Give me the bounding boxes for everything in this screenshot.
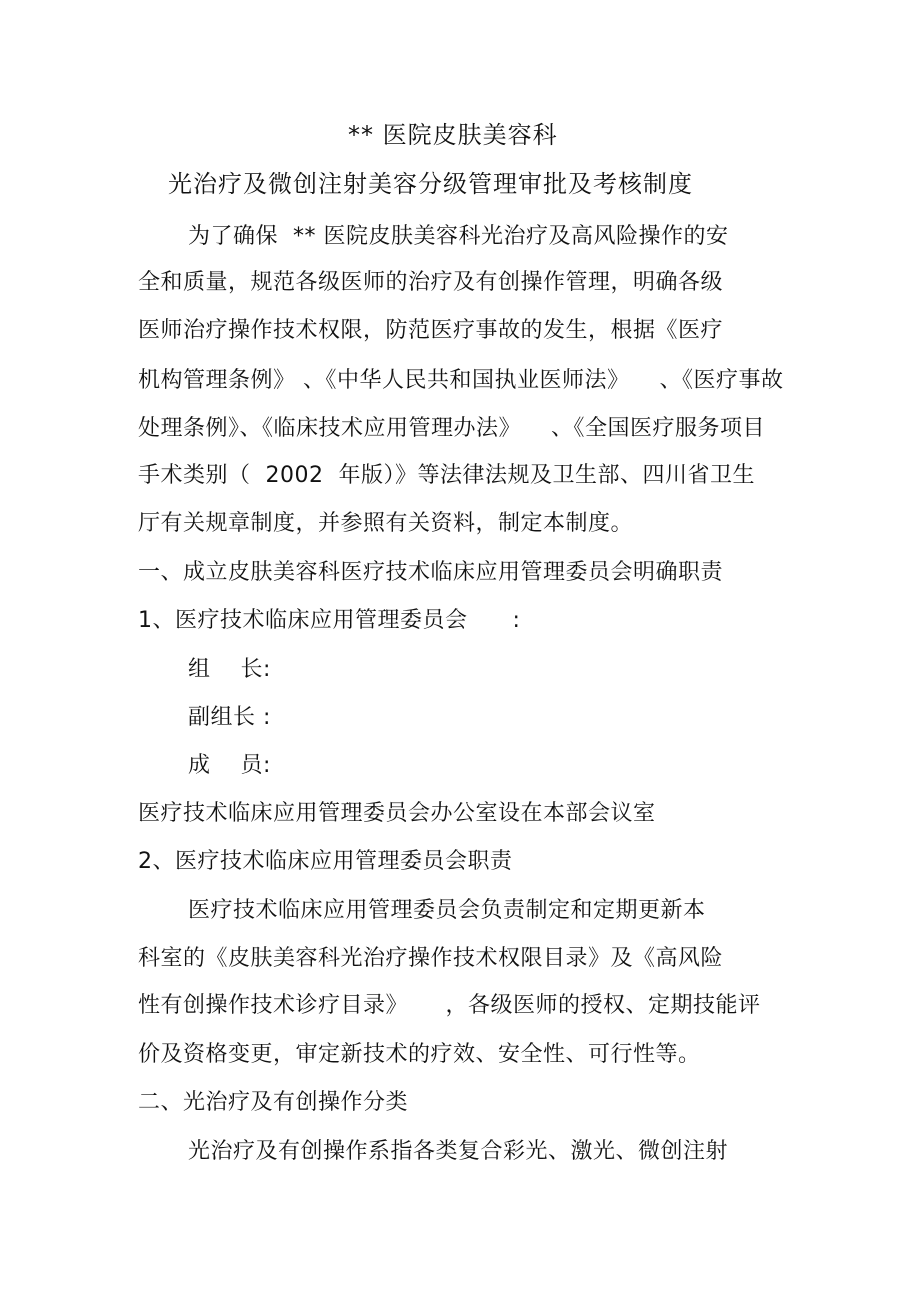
duties-line: 科室的《皮肤美容科光治疗操作技术权限目录》及《高风险 (138, 946, 724, 971)
subsection-heading: 1、医疗技术临床应用管理委员会 : (138, 608, 521, 633)
section-body-line: 光治疗及有创操作系指各类复合彩光、激光、微创注射 (188, 1139, 729, 1164)
subsection-heading: 2、医疗技术临床应用管理委员会职责 (138, 849, 513, 874)
document-title-regulation: 光治疗及微创注射美容分级管理审批及考核制度 (168, 170, 693, 198)
intro-line: 机构管理条例》 、《中华人民共和国执业医师法》 、《医疗事故 (138, 368, 784, 393)
intro-line: 全和质量，规范各级医师的治疗及有创操作管理，明确各级 (138, 270, 724, 295)
intro-line: 厅有关规章制度，并参照有关资料，制定本制度。 (138, 511, 634, 536)
intro-line: 医师治疗操作技术权限，防范医疗事故的发生，根据《医疗 (138, 318, 724, 343)
intro-line: 为了确保 ** 医院皮肤美容科光治疗及高风险操作的安 (188, 224, 729, 249)
duties-line: 医疗技术临床应用管理委员会负责制定和定期更新本 (188, 898, 706, 923)
duties-line: 价及资格变更，审定新技术的疗效、安全性、可行性等。 (138, 1042, 701, 1067)
role-leader: 组 长: (188, 657, 271, 682)
section-heading: 二、光治疗及有创操作分类 (138, 1090, 409, 1115)
section-heading: 一、成立皮肤美容科医疗技术临床应用管理委员会明确职责 (138, 560, 724, 585)
intro-line: 手术类别（ 2002 年版）》等法律法规及卫生部、四川省卫生 (138, 463, 755, 488)
office-location-text: 医疗技术临床应用管理委员会办公室设在本部会议室 (138, 801, 656, 826)
role-deputy-leader: 副组长 : (188, 705, 271, 730)
intro-line: 处理条例》、《临床技术应用管理办法》 、《全国医疗服务项目 (138, 416, 765, 441)
role-member: 成 员: (188, 753, 271, 778)
duties-line: 性有创操作技术诊疗目录》 ，各级医师的授权、定期技能评 (138, 993, 761, 1018)
document-title-hospital: ** 医院皮肤美容科 (348, 121, 558, 149)
